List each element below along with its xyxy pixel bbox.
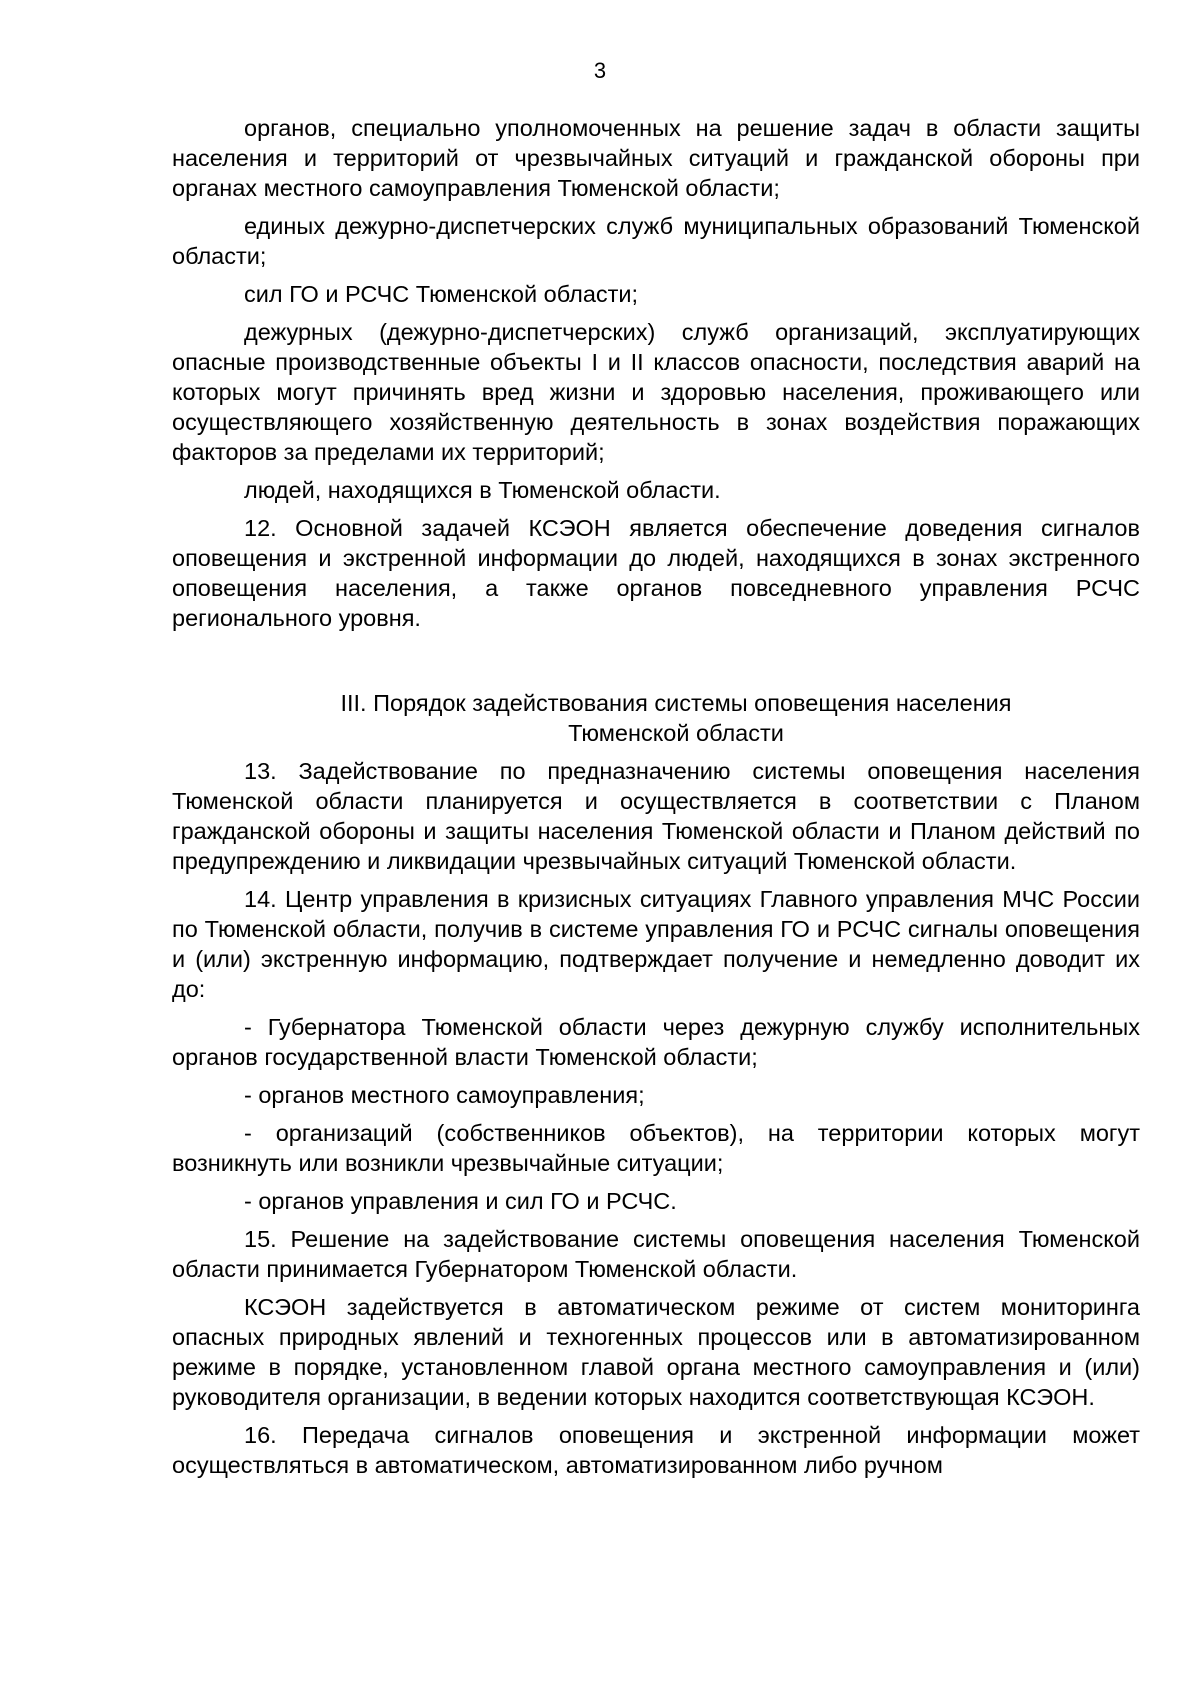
paragraph-go-rschs-forces: сил ГО и РСЧС Тюменской области; — [244, 281, 639, 307]
paragraph-14: 14. Центр управления в кризисных ситуациях Главного управления МЧС России по Тюменской области, получив в системе управления ГО и РСЧС сигналы оповещения и (или) экстренную информацию, подтверждает получение и немедленно доводит их до: — [172, 886, 1140, 1002]
document-body — [172, 113, 1140, 1488]
paragraph-kseon-mode: КСЭОН задействуется в автоматическом режиме от систем мониторинга опасных природных явлений и техногенных процессов или в автоматизированном режиме в порядке, установленном главой органа местного самоуправления и (или) руководителя организации, в ведении которых находится соответствующая КСЭОН. — [172, 1294, 1140, 1410]
list-item-governor: - Губернатора Тюменской области через дежурную службу исполнительных органов государственной власти Тюменской области; — [172, 1014, 1140, 1070]
paragraph-duty-services: дежурных (дежурно-диспетчерских) служб организаций, эксплуатирующих опасные производственные объекты I и II классов опасности, последствия аварий на которых могут причинять вред жизни и здоровью населения, проживающего или осуществляющего хозяйственную деятельность в зонах воздействия поражающих факторов за пределами их территорий; — [172, 319, 1140, 465]
paragraph-12: 12. Основной задачей КСЭОН является обеспечение доведения сигналов оповещения и экстренной информации до людей, находящихся в зонах экстренного оповещения населения, а также органов повседневного управления РСЧС регионального уровня. — [172, 515, 1140, 631]
paragraph-16: 16. Передача сигналов оповещения и экстренной информации может осуществляться в автоматическом, автоматизированном либо ручном — [172, 1422, 1140, 1478]
list-item-organizations: - организаций (собственников объектов), на территории которых могут возникнуть или возникли чрезвычайные ситуации; — [172, 1120, 1140, 1176]
paragraph-13: 13. Задействование по предназначению системы оповещения населения Тюменской области планируется и осуществляется в соответствии с Планом гражданской обороны и защиты населения Тюменской области и Планом действий по предупреждению и ликвидации чрезвычайных ситуаций Тюменской области. — [172, 758, 1140, 874]
section-heading-line-2: Тюменской области — [568, 720, 784, 746]
list-item-local-government: - органов местного самоуправления; — [244, 1082, 645, 1108]
paragraph-15: 15. Решение на задействование системы оповещения населения Тюменской области принимается Губернатором Тюменской области. — [172, 1226, 1140, 1282]
paragraph-dispatch-services: единых дежурно-диспетчерских служб муниципальных образований Тюменской области; — [172, 213, 1140, 269]
paragraph-people: людей, находящихся в Тюменской области. — [244, 477, 721, 503]
paragraph-organs: органов, специально уполномоченных на решение задач в области защиты населения и территорий от чрезвычайных ситуаций и гражданской обороны при органах местного самоуправления Тюменской области; — [172, 115, 1140, 201]
section-heading-line-1: III. Порядок задействования системы оповещения населения — [340, 690, 1012, 716]
section-heading — [172, 688, 1140, 748]
page-number: 3 — [593, 58, 607, 83]
list-item-go-rschs: - органов управления и сил ГО и РСЧС. — [244, 1188, 677, 1214]
